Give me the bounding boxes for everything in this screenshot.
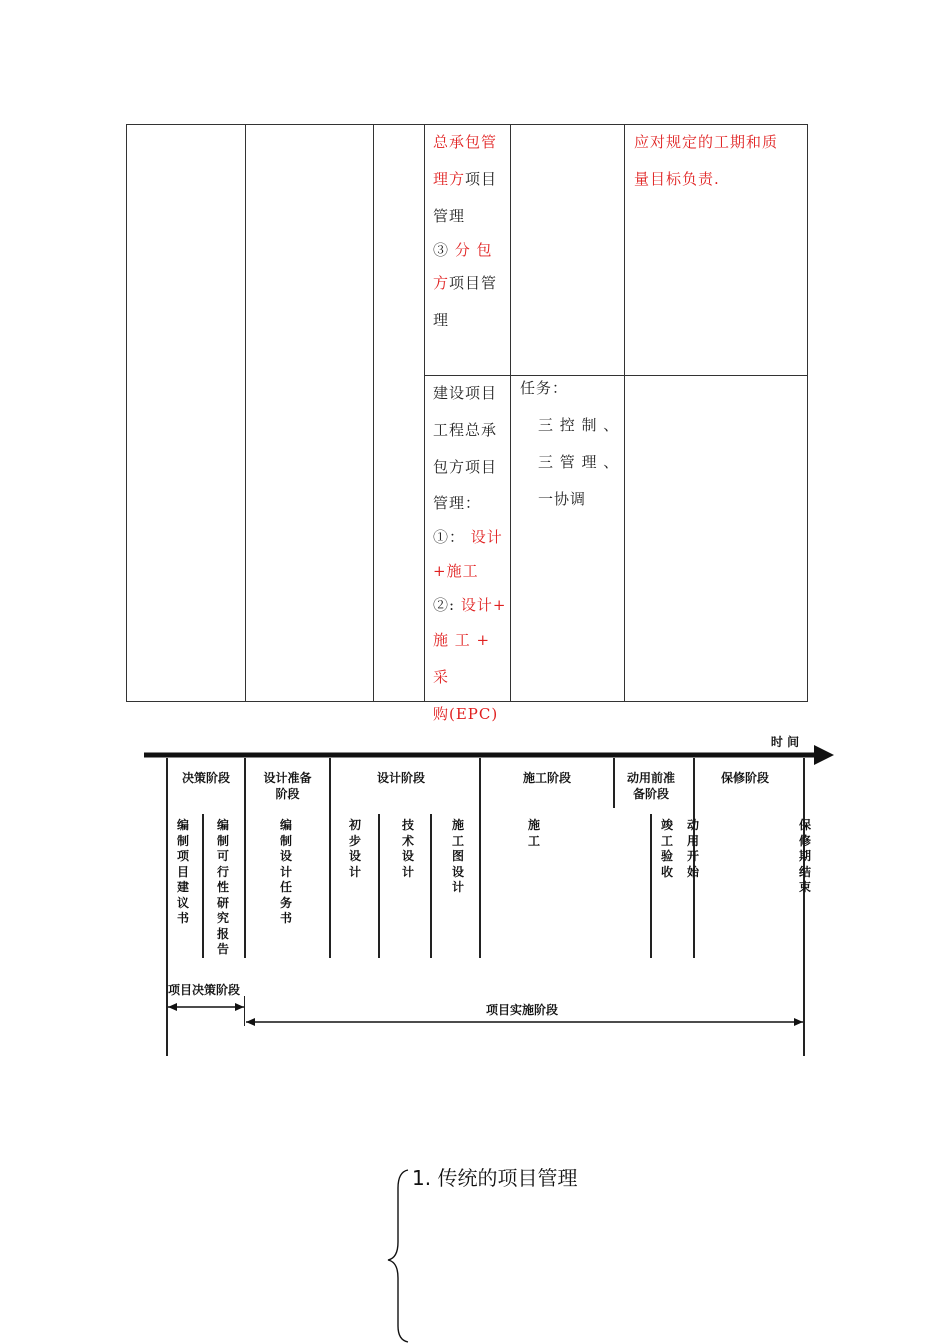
cell-line: 量目标负责. — [634, 170, 720, 188]
phase-decision: 决策阶段 — [181, 771, 230, 785]
text-segment: 理方 — [433, 170, 466, 188]
text-segment: 总承包管 — [433, 133, 498, 151]
cell-line: 三 管 理 、 — [538, 453, 620, 471]
cell-line: 建设项目 — [433, 384, 498, 402]
text-segment: 项目 — [465, 170, 498, 188]
text-segment: ②: — [433, 596, 461, 614]
cell-line: 管理： — [433, 494, 482, 512]
responsibility-cell — [634, 124, 806, 198]
item-technical-design: 技 术 设 计 — [401, 818, 414, 879]
cell-line: 工程总承 — [433, 421, 498, 439]
phase-design: 设计阶段 — [376, 771, 425, 785]
cell-line: 任务： — [520, 379, 569, 397]
time-label: 时 间 — [770, 735, 800, 749]
text-segment: 项目管 — [449, 274, 498, 292]
span-implementation-label: 项目实施阶段 — [485, 1003, 558, 1017]
general-contractor-cell — [433, 124, 508, 339]
section-heading: 1. 传统的项目管理 — [412, 1166, 578, 1190]
time-axis-arrow — [142, 744, 837, 766]
text-segment: 设计+ — [460, 596, 507, 614]
text-segment: 方 — [433, 274, 450, 292]
cell-line: 购(EPC) — [433, 705, 499, 723]
phase-construction: 施工阶段 — [522, 771, 571, 785]
span-implementation-arrow — [244, 1015, 805, 1029]
phase-warranty: 保修阶段 — [720, 771, 769, 785]
cell-line: 施 工 + 采 — [433, 631, 491, 686]
item-feasibility-report: 编 制 可 行 性 研 究 报 告 — [216, 818, 229, 956]
phase-design-prep: 设计准备 阶段 — [263, 771, 312, 801]
item-completion-acceptance: 竣 工 验 收 — [660, 818, 673, 879]
text-segment: 管理 — [433, 207, 466, 225]
span-decision-label: 项目决策阶段 — [168, 983, 241, 997]
epc-cell — [433, 375, 508, 733]
tasks-cell — [520, 375, 624, 518]
project-lifecycle-figure — [142, 730, 842, 1065]
item-design-brief: 编 制 设 计 任 务 书 — [279, 818, 292, 925]
cell-line: +施工 — [433, 562, 479, 580]
span-decision-arrow — [166, 1000, 246, 1014]
cell-line: 包方项目 — [433, 458, 498, 476]
item-operation-start: 动 用 开 始 — [686, 818, 699, 879]
item-warranty-end: 保 修 期 结 束 — [798, 818, 811, 894]
text-segment: ①： — [433, 528, 471, 546]
circled-three: ③ — [433, 241, 455, 259]
project-management-table — [126, 124, 808, 723]
cell-line: 应对规定的工期和质 — [634, 133, 779, 151]
curly-brace — [380, 1166, 414, 1344]
text-segment: 分 包 — [454, 241, 493, 259]
cell-line: 一协调 — [538, 490, 587, 508]
item-preliminary-design: 初 步 设 计 — [348, 818, 361, 879]
cell-line: 三 控 制 、 — [538, 416, 620, 434]
item-construction: 施 工 — [527, 818, 540, 848]
item-construction-drawing: 施 工 图 设 计 — [451, 818, 464, 894]
text-segment: 理 — [433, 311, 450, 329]
item-project-proposal: 编 制 项 目 建 议 书 — [176, 818, 189, 925]
text-segment: 设计 — [470, 528, 503, 546]
phase-pre-operation: 动用前准 备阶段 — [626, 771, 675, 801]
